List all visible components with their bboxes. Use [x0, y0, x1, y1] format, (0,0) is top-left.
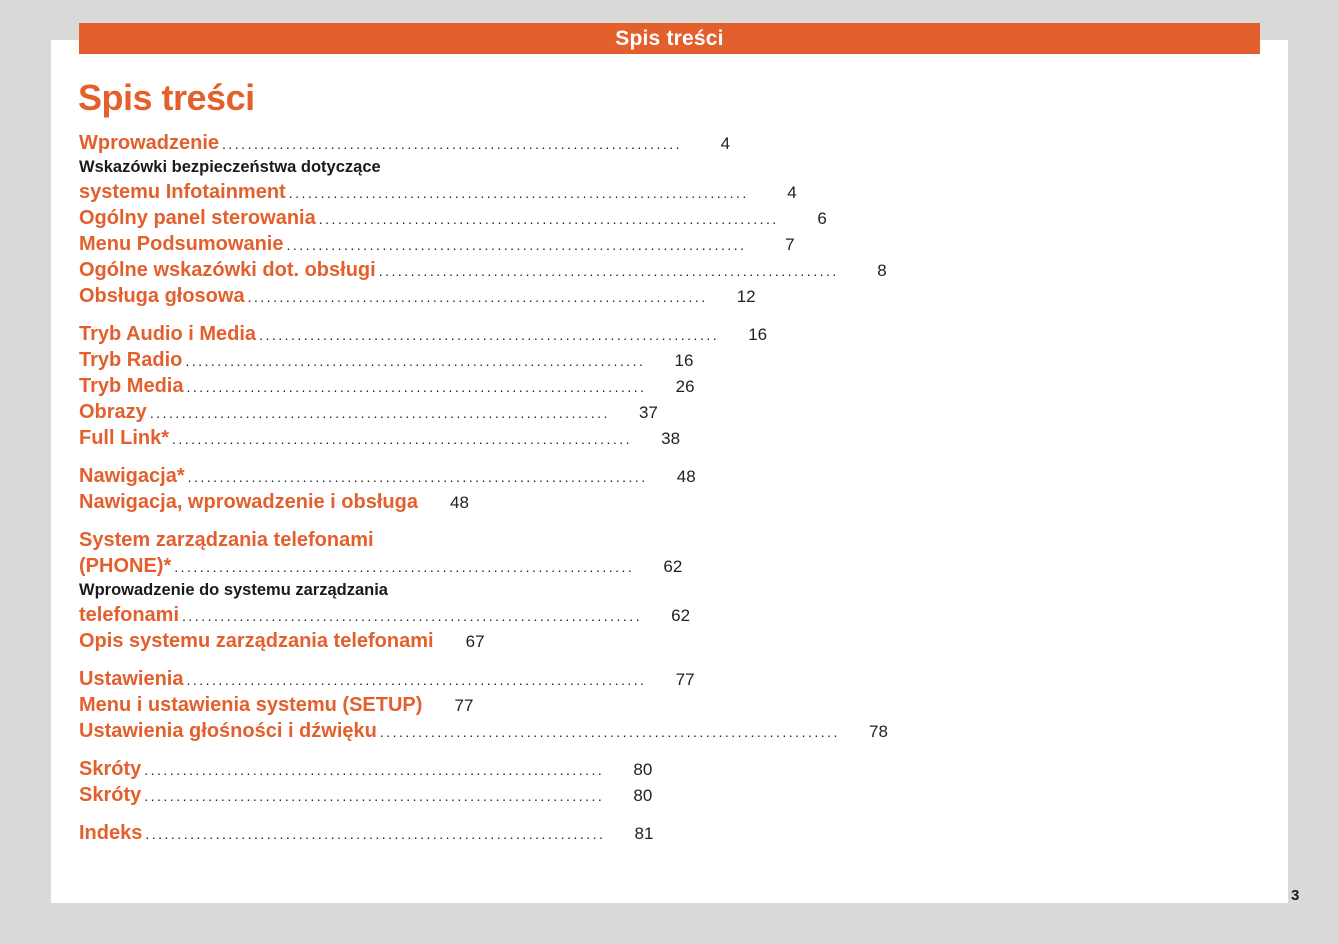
page-ref: 6: [817, 209, 827, 228]
page-ref: 16: [674, 351, 694, 370]
toc-entry-row[interactable]: [79, 347, 694, 373]
toc-chapter-phone: [79, 527, 691, 654]
page-ref: 67: [465, 632, 485, 651]
entry-title: Opis systemu zarządzania telefonami: [79, 630, 434, 652]
page-ref: 4: [787, 183, 797, 202]
page-ref: 12: [736, 287, 756, 306]
page-number: 3: [1291, 887, 1300, 904]
page-ref: 26: [675, 377, 695, 396]
toc-chapter-row[interactable]: [79, 321, 768, 347]
chapter-title: Skróty: [79, 758, 142, 780]
toc-chapter-row[interactable]: [79, 820, 654, 846]
entry-title: Tryb Radio: [79, 349, 183, 371]
page-ref: 16: [748, 325, 768, 344]
leader-dots: ........................................................................: [222, 136, 683, 152]
toc-chapter-row[interactable]: [79, 553, 683, 579]
leader-dots: ........................................................................: [144, 762, 605, 778]
page-ref: 4: [720, 134, 731, 153]
leader-dots: ........................................................................: [186, 379, 647, 395]
page-ref: 80: [633, 760, 653, 779]
chapter-title: Tryb Audio i Media: [79, 323, 257, 345]
leader-dots: ........................................................................: [149, 405, 610, 421]
page-ref: 7: [785, 235, 795, 254]
entry-title: Skróty: [79, 784, 142, 806]
page-ref: 77: [454, 696, 474, 715]
table-of-contents: [79, 130, 888, 846]
leader-dots: ........................................................................: [186, 672, 647, 688]
entry-title: systemu Infotainment: [79, 181, 286, 203]
page-ref: 77: [675, 670, 695, 689]
entry-title: telefonami: [79, 604, 180, 626]
page-title: Spis treści: [78, 77, 255, 118]
entry-title: Obsługa głosowa: [79, 285, 245, 307]
entry-title: Ogólne wskazówki dot. obsługi: [79, 259, 376, 281]
leader-dots: ........................................................................: [172, 431, 633, 447]
leader-dots: ........................................................................: [378, 263, 839, 279]
page-ref: 8: [877, 261, 887, 280]
chapter-title: Indeks: [79, 822, 143, 844]
leader-dots: ........................................................................: [247, 289, 708, 305]
header-bar: [79, 23, 1260, 54]
entry-title-line[interactable]: Wprowadzenie do systemu zarządzania: [79, 581, 388, 599]
entry-title: Obrazy: [79, 401, 147, 423]
leader-dots: ........................................................................: [379, 724, 840, 740]
toc-entry-row[interactable]: [79, 489, 469, 515]
page-ref: 80: [633, 786, 653, 805]
header-title: Spis treści: [615, 26, 724, 50]
toc-chapter-intro: [79, 130, 887, 309]
entry-title: Full Link*: [79, 427, 169, 449]
leader-dots: ........................................................................: [259, 327, 720, 343]
page-ref: 81: [634, 824, 654, 843]
toc-chapter-nav: [79, 463, 696, 515]
toc-entry-row[interactable]: [79, 373, 695, 399]
leader-dots: ........................................................................: [288, 185, 749, 201]
entry-title: Tryb Media: [79, 375, 184, 397]
toc-entry-row[interactable]: [79, 283, 756, 309]
toc-chapter-index: [79, 820, 654, 846]
entry-title: Ogólny panel sterowania: [79, 207, 316, 229]
page-ref: 48: [676, 467, 696, 486]
toc-chapter-row[interactable]: [79, 756, 653, 782]
leader-dots: ........................................................................: [187, 469, 648, 485]
chapter-title: Nawigacja*: [79, 465, 185, 487]
toc-chapter-settings: [79, 666, 888, 744]
page-ref: 62: [663, 557, 683, 576]
leader-dots: ........................................................................: [174, 559, 635, 575]
toc-chapter-audio: [79, 321, 768, 451]
page-ref: 48: [450, 493, 469, 512]
leader-dots: ........................................................................: [145, 826, 606, 842]
leader-dots: ........................................................................: [182, 608, 643, 624]
entry-title-line[interactable]: Wskazówki bezpieczeństwa dotyczące: [79, 158, 381, 176]
toc-entry-row[interactable]: [79, 425, 681, 451]
toc-entry-row[interactable]: [79, 602, 691, 628]
chapter-title-line[interactable]: System zarządzania telefonami: [79, 529, 374, 551]
entry-title: Nawigacja, wprowadzenie i obsługa: [79, 491, 418, 513]
toc-entry-row[interactable]: [79, 628, 485, 654]
page-ref: 62: [671, 606, 691, 625]
entry-title: Menu Podsumowanie: [79, 233, 284, 255]
toc-entry-row[interactable]: [79, 231, 795, 257]
toc-chapter-row[interactable]: [79, 463, 696, 489]
toc-entry-row[interactable]: [79, 718, 888, 744]
page-ref: 37: [638, 403, 658, 422]
toc-entry-row[interactable]: [79, 205, 827, 231]
leader-dots: ........................................................................: [144, 788, 605, 804]
toc-entry-row[interactable]: [79, 782, 653, 808]
chapter-title: (PHONE)*: [79, 555, 172, 577]
chapter-title: Wprowadzenie: [79, 132, 220, 154]
chapter-title: Ustawienia: [79, 668, 184, 690]
page-ref: 38: [661, 429, 681, 448]
toc-entry-row[interactable]: [79, 257, 887, 283]
toc-chapter-row[interactable]: [79, 130, 731, 156]
leader-dots: ........................................................................: [185, 353, 646, 369]
leader-dots: ........................................................................: [318, 211, 779, 227]
toc-chapter-shortcuts: [79, 756, 653, 808]
toc-entry-row[interactable]: [79, 399, 658, 425]
page-ref: 78: [869, 722, 888, 741]
entry-title: Menu i ustawienia systemu (SETUP): [79, 694, 423, 716]
toc-chapter-row[interactable]: [79, 666, 695, 692]
toc-entry-row[interactable]: [79, 692, 474, 718]
entry-title: Ustawienia głośności i dźwięku: [79, 720, 377, 742]
leader-dots: ........................................................................: [286, 237, 747, 253]
toc-entry-row[interactable]: [79, 179, 797, 205]
